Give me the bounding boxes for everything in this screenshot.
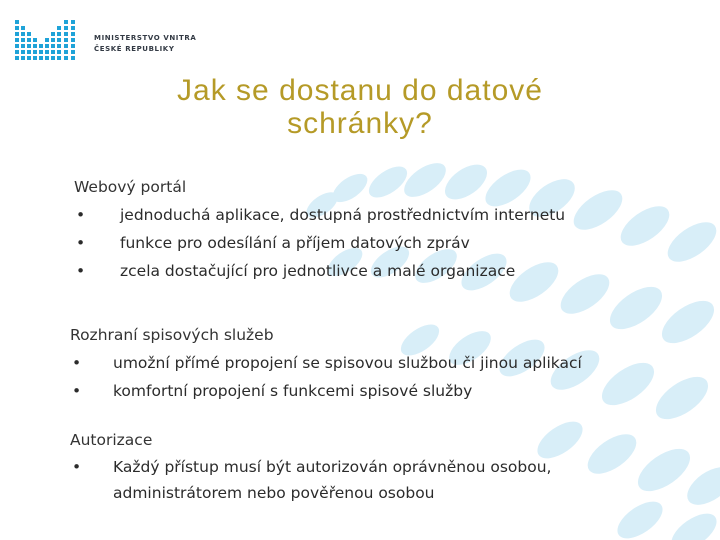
section-heading: Autorizace	[70, 431, 153, 449]
ministry-logo	[14, 16, 234, 64]
list-item-text: komfortní propojení s funkcemi spisové služby	[113, 382, 473, 400]
logo-line-1: MINISTERSTVO VNITRA	[94, 34, 197, 42]
ministry-logo-text	[94, 33, 196, 55]
slide-title	[90, 74, 630, 140]
list-item-text: Každý přístup musí být autorizován oprávněnou osobou, administrátorem nebo pověřenou osobou	[113, 458, 552, 502]
bullet: •	[72, 458, 82, 476]
bullet: •	[76, 206, 86, 224]
section-authorization	[70, 427, 710, 506]
bullet: •	[72, 382, 82, 400]
section-filing-service-interface	[70, 322, 710, 405]
section-web-portal	[74, 174, 714, 285]
list-item	[74, 201, 714, 229]
section-heading: Rozhraní spisových služeb	[70, 326, 274, 344]
section-heading: Webový portál	[74, 178, 187, 196]
list-item	[70, 377, 710, 405]
bullet: •	[76, 262, 86, 280]
list-item	[74, 257, 714, 285]
list-item-text: jednoduchá aplikace, dostupná prostřednictvím internetu	[120, 206, 566, 224]
slide-title-line-1: Jak se dostanu do datové	[177, 74, 543, 107]
logo-line-2: ČESKÉ REPUBLIKY	[94, 45, 175, 53]
bullet: •	[76, 234, 86, 252]
bullet: •	[72, 354, 82, 372]
list-item-text: zcela dostačující pro jednotlivce a malé organizace	[120, 262, 516, 280]
list-item	[74, 229, 714, 257]
list-item-text: umožní přímé propojení se spisovou službou či jinou aplikací	[113, 354, 582, 372]
ministry-logo-mark-icon	[14, 16, 78, 64]
slide-title-line-2: schránky?	[287, 107, 433, 140]
list-item-text: funkce pro odesílání a příjem datových zpráv	[120, 234, 470, 252]
list-item	[70, 349, 710, 377]
list-item	[70, 454, 710, 506]
